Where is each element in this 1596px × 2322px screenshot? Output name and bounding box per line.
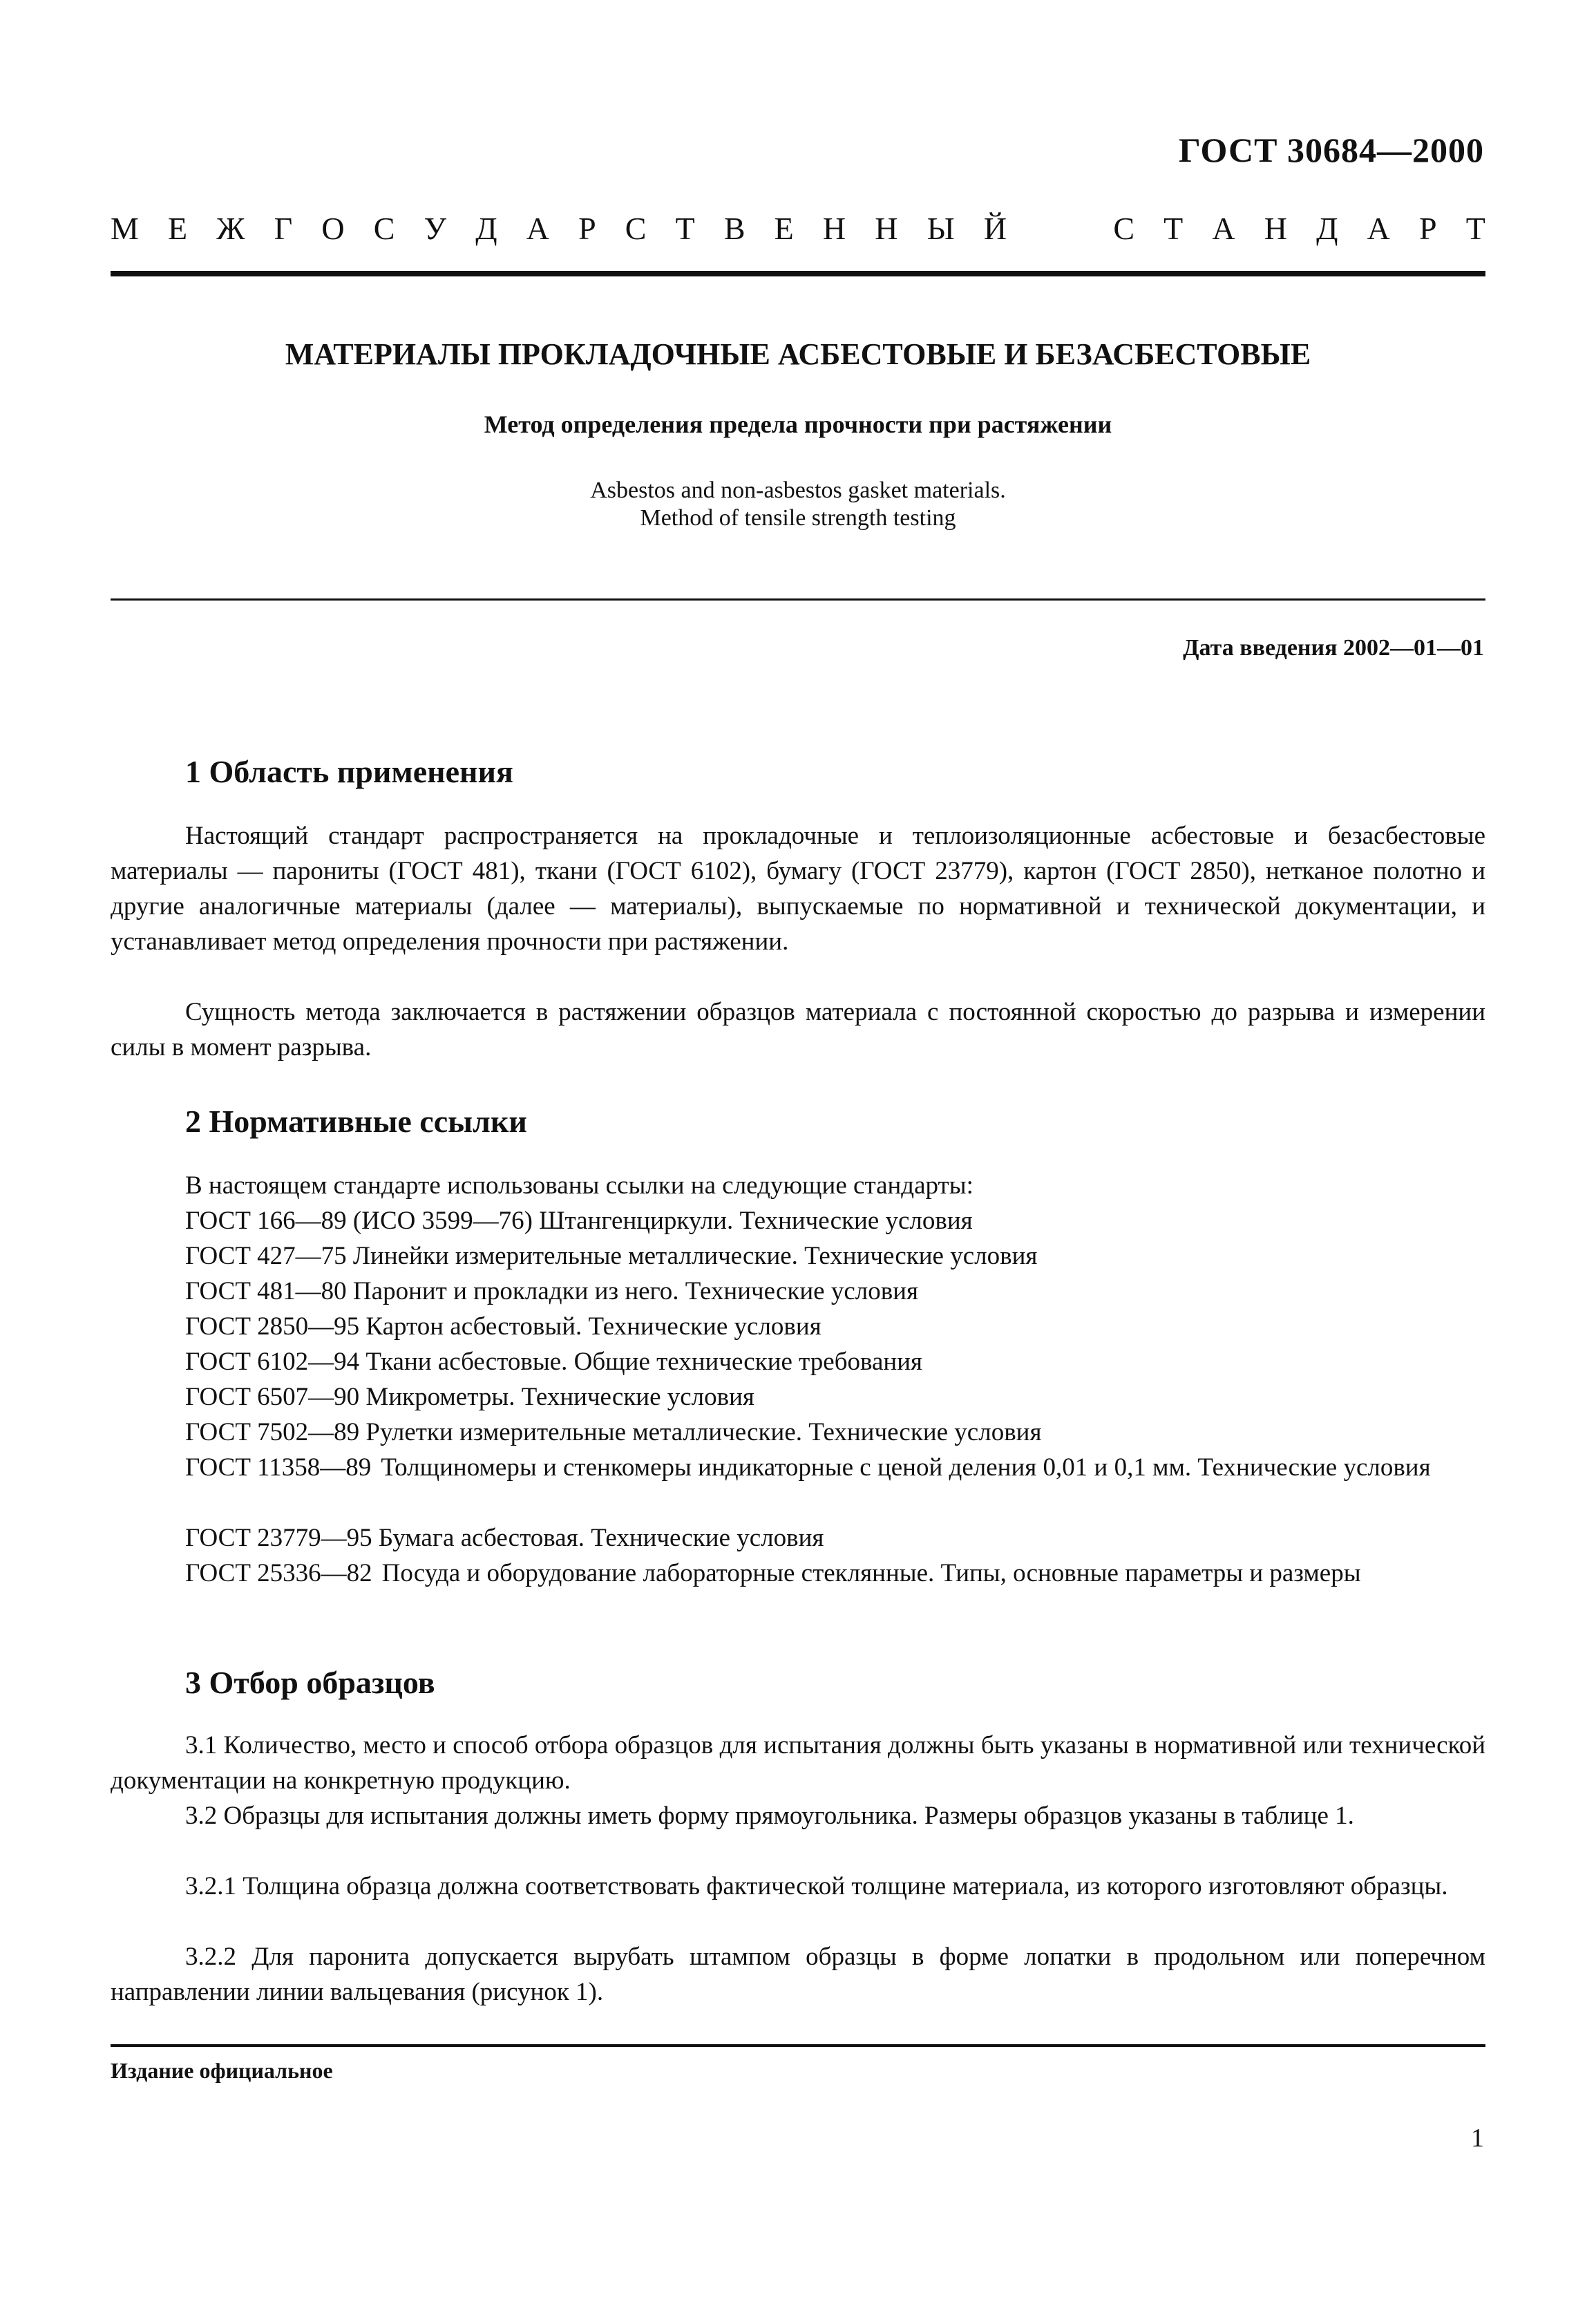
reference-title: Посуда и оборудование лабораторные стеклянные. Типы, основные параметры и размеры (381, 1559, 1361, 1587)
banner-letter: А (1212, 210, 1235, 246)
clause-3-2-2: 3.2.2 Для паронита допускается вырубать штампом образцы в форме лопатки в продольном или поперечном направлении линии вальцевания (рисунок 1). (111, 1943, 1485, 2006)
clause-3-1: 3.1 Количество, место и способ отбора образцов для испытания должны быть указаны в нормативной или технической документации на конкретную продукцию. (111, 1731, 1485, 1795)
document-number: ГОСТ 30684—2000 (1178, 131, 1484, 169)
document-title: МАТЕРИАЛЫ ПРОКЛАДОЧНЫЕ АСБЕСТОВЫЕ И БЕЗАСБЕСТОВЫЕ (285, 337, 1311, 371)
reference-number: ГОСТ 23779—95 (185, 1524, 372, 1552)
section-1-paragraph-2: Сущность метода заключается в растяжении образцов материала с постоянной скоростью до разрыва и измерении силы в момент разрыва. (111, 998, 1485, 1061)
reference-number: ГОСТ 7502—89 (185, 1418, 360, 1446)
banner-letter: А (526, 210, 549, 246)
banner-letter: Е (774, 210, 794, 246)
introduction-date: Дата введения 2002—01—01 (1183, 635, 1484, 661)
reference-title: Бумага асбестовая. Технические условия (378, 1524, 824, 1552)
reference-title: Паронит и прокладки из него. Технические условия (352, 1277, 919, 1305)
section-1-heading: 1 Область применения (185, 754, 513, 789)
reference-item (185, 1379, 754, 1415)
reference-number: ГОСТ 2850—95 (185, 1312, 360, 1341)
reference-item (111, 1450, 1485, 1485)
reference-item (185, 1203, 973, 1238)
banner-letter: Д (1316, 210, 1338, 246)
reference-title: Микрометры. Технические условия (365, 1383, 754, 1411)
references-intro: В настоящем стандарте использованы ссылки на следующие стандарты: (185, 1171, 973, 1200)
banner-letter: Й (983, 210, 1007, 246)
banner-letter: Ж (216, 210, 245, 246)
reference-title: Линейки измерительные металлические. Технические условия (352, 1242, 1038, 1270)
banner-letter: Д (475, 210, 497, 246)
reference-title: Картон асбестовый. Технические условия (365, 1312, 821, 1341)
page-number: 1 (1471, 2124, 1484, 2153)
reference-item (185, 1415, 1041, 1450)
banner-letter: О (321, 210, 345, 246)
reference-title: Ткани асбестовые. Общие технические требования (365, 1348, 923, 1376)
banner-letter: Т (1163, 210, 1184, 246)
english-title-line-2: Method of tensile strength testing (640, 505, 956, 531)
document-subtitle: Метод определения предела прочности при растяжении (484, 410, 1112, 438)
reference-item (185, 1344, 922, 1379)
banner-letter: Н (1264, 210, 1287, 246)
reference-number: ГОСТ 481—80 (185, 1277, 347, 1305)
banner-letter: В (723, 210, 745, 246)
reference-number: ГОСТ 166—89 (185, 1207, 347, 1235)
banner-letter: Ы (927, 210, 955, 246)
reference-number: ГОСТ 427—75 (185, 1242, 347, 1270)
banner-letter: Р (578, 210, 596, 246)
banner-letter: Е (168, 210, 188, 246)
english-title (111, 477, 1485, 532)
banner-letter: У (424, 210, 447, 246)
reference-number: ГОСТ 6507—90 (185, 1383, 360, 1411)
banner-letter: С (625, 210, 647, 246)
banner-letter: Г (274, 210, 293, 246)
reference-item (111, 1556, 1485, 1591)
reference-number: ГОСТ 11358—89 (185, 1453, 372, 1482)
footer-divider (111, 2044, 1485, 2047)
reference-item (185, 1238, 1037, 1274)
banner-letter: Р (1418, 210, 1437, 246)
standard-banner (111, 207, 1485, 249)
reference-number: ГОСТ 6102—94 (185, 1348, 360, 1376)
header-thick-divider (111, 271, 1485, 276)
reference-title: Рулетки измерительные металлические. Технические условия (365, 1418, 1042, 1446)
reference-item (185, 1309, 821, 1344)
clause-3-2-1: 3.2.1 Толщина образца должна соответствовать фактической толщине материала, из которого изготовляют образцы. (185, 1872, 1448, 1900)
banner-letter: М (111, 210, 139, 246)
clause-3-2: 3.2 Образцы для испытания должны иметь форму прямоугольника. Размеры образцов указаны в таблице 1. (185, 1802, 1354, 1830)
banner-letter: Н (875, 210, 898, 246)
section-2-heading: 2 Нормативные ссылки (185, 1104, 527, 1139)
banner-letter: Т (675, 210, 695, 246)
section-3-heading: 3 Отбор образцов (185, 1665, 435, 1700)
banner-letter: С (373, 210, 395, 246)
reference-title: Толщиномеры и стенкомеры индикаторные с ценой деления 0,01 и 0,1 мм. Технические условия (381, 1453, 1431, 1482)
reference-item (185, 1274, 918, 1309)
english-title-line-1: Asbestos and non-asbestos gasket materials. (590, 478, 1006, 503)
reference-number: ГОСТ 25336—82 (185, 1559, 372, 1587)
banner-letter: Н (822, 210, 846, 246)
section-1-paragraph-1: Настоящий стандарт распространяется на прокладочные и теплоизоляционные асбестовые и безасбестовые материалы — парониты (ГОСТ 481), ткани (ГОСТ 6102), бумагу (ГОСТ 23779), картон (ГОСТ 2850), нетканое полотно и другие аналогичные материалы (далее — материалы), выпускаемые по нормативной и технической документации, и устанавливает метод определения прочности при растяжении. (111, 822, 1485, 956)
title-divider (111, 598, 1485, 601)
official-edition-label: Издание официальное (111, 2058, 333, 2083)
banner-letter: С (1113, 210, 1135, 246)
reference-item (185, 1520, 824, 1556)
banner-letter: А (1367, 210, 1390, 246)
banner-letter: Т (1465, 210, 1485, 246)
reference-title: (ИСО 3599—76) Штангенциркули. Технические условия (352, 1207, 973, 1235)
